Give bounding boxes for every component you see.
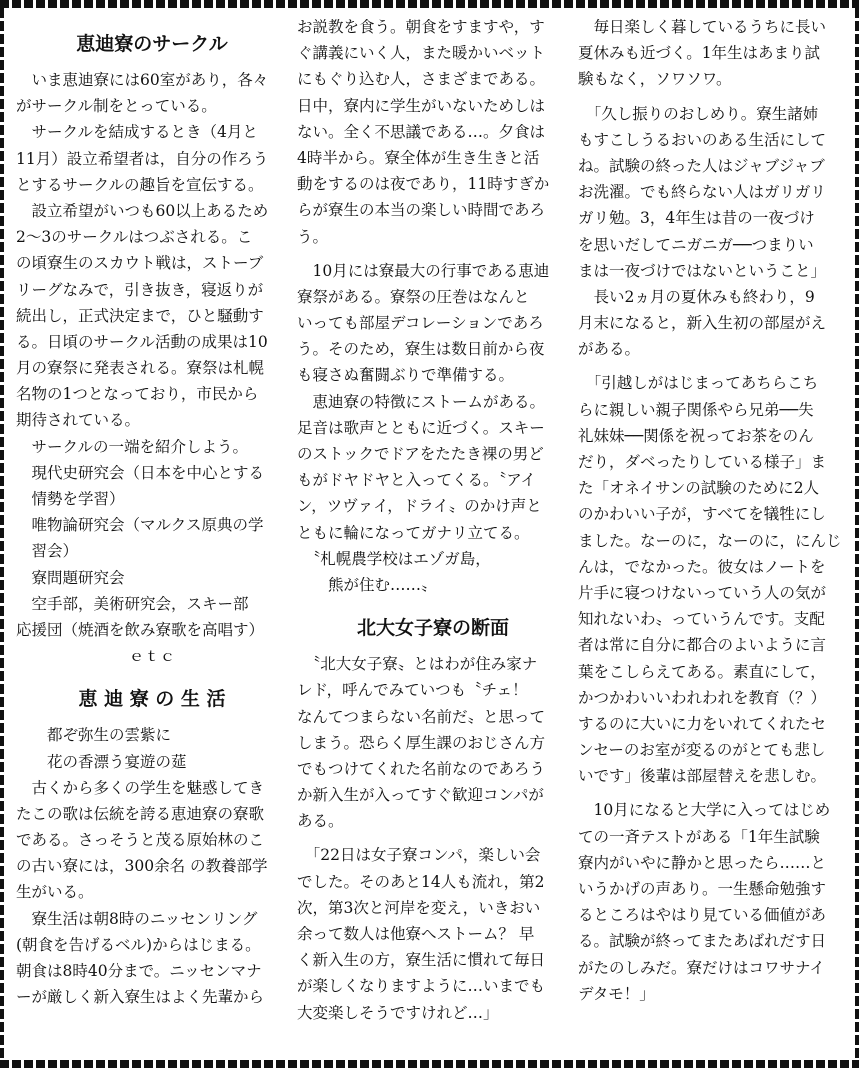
- text-line: いま恵迪寮には60室があり，各々: [16, 71, 269, 89]
- text-line: 日中，寮内に学生がいないためしは: [297, 96, 546, 115]
- paragraph-gap: [297, 250, 569, 258]
- text-block: [16, 67, 288, 643]
- text-line: ーが厳しく新入寮生はよく先輩から: [16, 988, 265, 1007]
- column-2: [297, 14, 569, 1026]
- text-line: 空手部，美術研究会，スキー部: [16, 594, 249, 613]
- text-line: お洗濯。でも終らない人はガリガリ: [578, 183, 826, 202]
- text-line: のストックでドアをたたき裸の男ど: [297, 445, 544, 463]
- text-line: かつかわいいわれわれを教育（？）: [578, 688, 827, 707]
- text-line: 「22日は女子寮コンパ，楽しい会: [297, 846, 541, 865]
- text-line: 花の香漂う宴遊の莚: [16, 752, 187, 771]
- text-line: 習会）: [16, 542, 79, 561]
- dashed-border-top: [0, 0, 859, 8]
- text-line: 動をするのは夜であり，11時すぎか: [297, 175, 550, 194]
- text-line: んは，でなかった。彼女はノートを: [578, 557, 826, 576]
- text-line: 〝北大女子寮〟とはわが住み家ナ: [297, 655, 538, 674]
- text-line: するのに大いに力をいれてくれたセ: [578, 714, 827, 733]
- text-block: [578, 14, 846, 93]
- text-line: もすこしうるおいのある生活にして: [578, 130, 827, 149]
- text-line: ある。: [297, 812, 344, 831]
- text-line: である。さっそうと茂る原始林のこ: [16, 831, 265, 850]
- text-line: ました。なーのに，なーのに，にんじ: [578, 531, 842, 550]
- text-line: 情勢を学習）: [16, 490, 125, 508]
- text-line: 寮生活は朝8時のニッセンリング: [16, 909, 258, 928]
- text-line: サークルの一端を紹介しよう。: [16, 437, 249, 456]
- text-line: 月末になると，新入生初の部屋がえ: [578, 314, 827, 333]
- text-line: 大変楽しそうですけれど…」: [297, 1003, 499, 1022]
- text-line: なんてつまらない名前だ〟と思って: [297, 707, 546, 726]
- text-line: た「オネイサンの試験のために2人: [578, 479, 820, 498]
- text-line: にもぐり込む人，さまざまである。: [297, 70, 546, 89]
- section-heading-circles: 恵迪寮のサークル: [76, 33, 228, 55]
- text-line: も寝さぬ奮闘ぶりで準備する。: [297, 366, 515, 385]
- text-line: がたのしみだ。寮だけはコワサナイ: [578, 958, 825, 977]
- text-line: 応援団（焼酒を飲み寮歌を高唱す）: [16, 620, 265, 639]
- text-line: 期待されている。: [16, 411, 141, 430]
- text-line: でした。そのあと14人も流れ，第2: [297, 872, 545, 891]
- text-line: 月の寮祭に発表される。寮祭は札幌: [16, 359, 265, 378]
- dashed-border-bottom: [0, 1060, 859, 1068]
- text-line: 余って数人は他寮へストーム？ 早: [297, 925, 535, 943]
- text-line: 続出し，正式決定まで，ひと騒動す: [16, 306, 264, 325]
- text-line: 片手に寝つけないっていう人の気が: [578, 583, 827, 602]
- text-line: 毎日楽しく暮しているうちに長い: [578, 18, 827, 36]
- text-line: リーグなみで，引き抜き，寝返りが: [16, 280, 264, 299]
- text-line: 足音は歌声とともに近づく。スキー: [297, 418, 545, 437]
- text-line: 「引越しがはじまってあちらこち: [578, 374, 819, 393]
- text-line: 恵迪寮の特徴にストームがある。: [297, 392, 546, 411]
- text-line: 唯物論研究会（マルクス原典の学: [16, 516, 264, 535]
- text-line: ン，ツヴァイ，ドライ〟のかけ声と: [297, 497, 542, 516]
- text-block: [297, 258, 569, 598]
- column-1: [16, 14, 288, 1010]
- text-line: 都ぞ弥生の雲紫に: [16, 726, 172, 745]
- text-line: お説教を食う。朝食をすますや，す: [297, 18, 545, 36]
- text-line: たこの歌は伝統を誇る恵迪寮の寮歌: [16, 804, 265, 823]
- text-block: [297, 14, 569, 250]
- text-line: 「久し振りのおしめり。寮生諸姉: [578, 104, 819, 123]
- text-line: 夏休みも近づく。1年生はあまり試: [578, 44, 821, 63]
- text-line: 葉をこしらえてある。素直にして，: [578, 662, 826, 681]
- dashed-border-left: [0, 8, 4, 1060]
- text-block: [16, 722, 288, 1010]
- text-line: 長い2ヵ月の夏休みも終わり，9: [578, 287, 815, 306]
- paragraph-gap: [578, 362, 846, 370]
- text-line: 者は常に自分に都合のよいように言: [578, 636, 827, 655]
- text-line: う。そのため，寮生は数日前から夜: [297, 340, 545, 359]
- text-line: 10月には寮最大の行事である恵迪: [297, 261, 550, 280]
- text-line: (朝食を告げるベル)からはじまる。: [16, 935, 261, 954]
- text-line: 験もなく，ソワソワ。: [578, 70, 732, 89]
- text-line: とするサークルの趣旨を宣伝する。: [16, 175, 264, 194]
- section-heading-dorm-life: 恵 迪 寮 の 生 活: [78, 688, 226, 711]
- text-line: く新入生の方，寮生活に慣れて毎日: [297, 951, 546, 970]
- text-block: [297, 842, 569, 1025]
- text-line: 熊が住む……〟: [297, 575, 437, 594]
- text-line: 知れないわ〟っていうんです。支配: [578, 610, 825, 629]
- text-line: 礼妹妹──関係を祝ってお茶をのん: [578, 426, 814, 445]
- text-line: らが寮生の本当の楽しい時間であろ: [297, 201, 546, 220]
- text-block: [297, 651, 569, 834]
- text-line: 名物の1つとなっており，市民から: [16, 385, 259, 404]
- paragraph-gap: [578, 789, 846, 797]
- text-line: 寮内がいやに静かと思ったら……と: [578, 853, 827, 872]
- text-line: る。試験が終ってまたあばれだす日: [578, 932, 827, 951]
- text-line: る。日頃のサークル活動の成果は10: [16, 332, 268, 351]
- text-line: のかわいい子が，すべてを犠牲にし: [578, 505, 826, 524]
- text-line: 現代史研究会（日本を中心とする: [16, 463, 265, 482]
- text-line: まは一夜づけではないということ」: [578, 261, 827, 280]
- text-line: 10月になると大学に入ってはじめ: [578, 801, 831, 820]
- text-line: か新入生が入ってすぐ歓迎コンパが: [297, 786, 544, 805]
- text-line: 古くから多くの学生を魅惑してき: [16, 778, 265, 797]
- text-line: ない。全く不思議である…。夕食は: [297, 122, 546, 141]
- text-line: レド，呼んでみていつも〝チェ！: [297, 681, 528, 700]
- text-line: がある。: [578, 340, 641, 359]
- text-line: いです」後輩は部屋替えを悲しむ。: [578, 767, 827, 786]
- column-3: [578, 14, 846, 1007]
- text-line: 2〜3のサークルはつぶされる。こ: [16, 228, 253, 247]
- text-line: 寮問題研究会: [16, 568, 125, 587]
- text-block: [578, 797, 846, 1007]
- text-line: 設立希望がいつも60以上あるため: [16, 201, 269, 220]
- text-line: ガリ勉。3，4年生は昔の一夜づけ: [578, 209, 815, 228]
- dashed-border-right: [855, 8, 859, 1060]
- text-line: を思いだしてニガニガ──つまりい: [578, 235, 814, 254]
- text-line: 11月）設立希望者は，自分の作ろう: [16, 149, 269, 168]
- text-line: いうかげの声あり。一生懸命勉強す: [578, 880, 827, 898]
- text-block: [578, 101, 846, 363]
- text-line: 生がいる。: [16, 883, 94, 902]
- text-line: の頃寮生のスカウト戦は，ストーブ: [16, 254, 264, 273]
- text-line: デタモ！」: [578, 984, 655, 1003]
- paragraph-gap: [297, 834, 569, 842]
- text-line: いっても部屋デコレーションであろ: [297, 314, 544, 333]
- text-line: ね。試験の終った人はジャブジャブ: [578, 156, 825, 175]
- text-line: 朝食は8時40分まで。ニッセンマナ: [16, 962, 262, 980]
- text-block: [578, 370, 846, 789]
- text-line: サークルを結成するとき（4月と: [16, 123, 258, 142]
- etc-text: ｅｔｃ: [128, 647, 176, 666]
- text-line: がサークル制をとっている。: [16, 97, 217, 116]
- text-line: 寮祭がある。寮祭の圧巻はなんと: [297, 287, 530, 306]
- text-line: が楽しくなりますように…いまでも: [297, 977, 546, 996]
- text-line: でもつけてくれた名前なのであろう: [297, 759, 546, 778]
- text-line: らに親しい親子関係やら兄弟──失: [578, 400, 814, 419]
- paragraph-gap: [578, 93, 846, 101]
- text-line: しまう。恐らく厚生課のおじさん方: [297, 733, 546, 752]
- text-line: 4時半から。寮全体が生き生きと活: [297, 148, 540, 167]
- text-line: もがドヤドヤと入ってくる。〝アイ: [297, 471, 536, 490]
- section-heading-womens-dorm: 北大女子寮の断面: [356, 617, 509, 640]
- text-line: う。: [297, 227, 329, 246]
- text-line: だり，ダベったりしている様子」ま: [578, 453, 827, 471]
- text-line: ての一斉テストがある「1年生試験: [578, 827, 820, 846]
- text-line: の古い寮には，300余名 の教養部学: [16, 857, 268, 876]
- text-line: 〝札幌農学校はエゾガ島，: [297, 549, 491, 568]
- text-line: ンセーのお室が変るのがとても悲し: [578, 741, 826, 760]
- text-line: 次，第3次と河岸を変え，いきおい: [297, 898, 541, 917]
- text-line: るところはやはり見ている価値があ: [578, 906, 827, 925]
- text-line: ともに輪になってガナリ立てる。: [297, 523, 530, 542]
- text-line: ぐ講義にいく人，また暖かいベット: [297, 44, 546, 63]
